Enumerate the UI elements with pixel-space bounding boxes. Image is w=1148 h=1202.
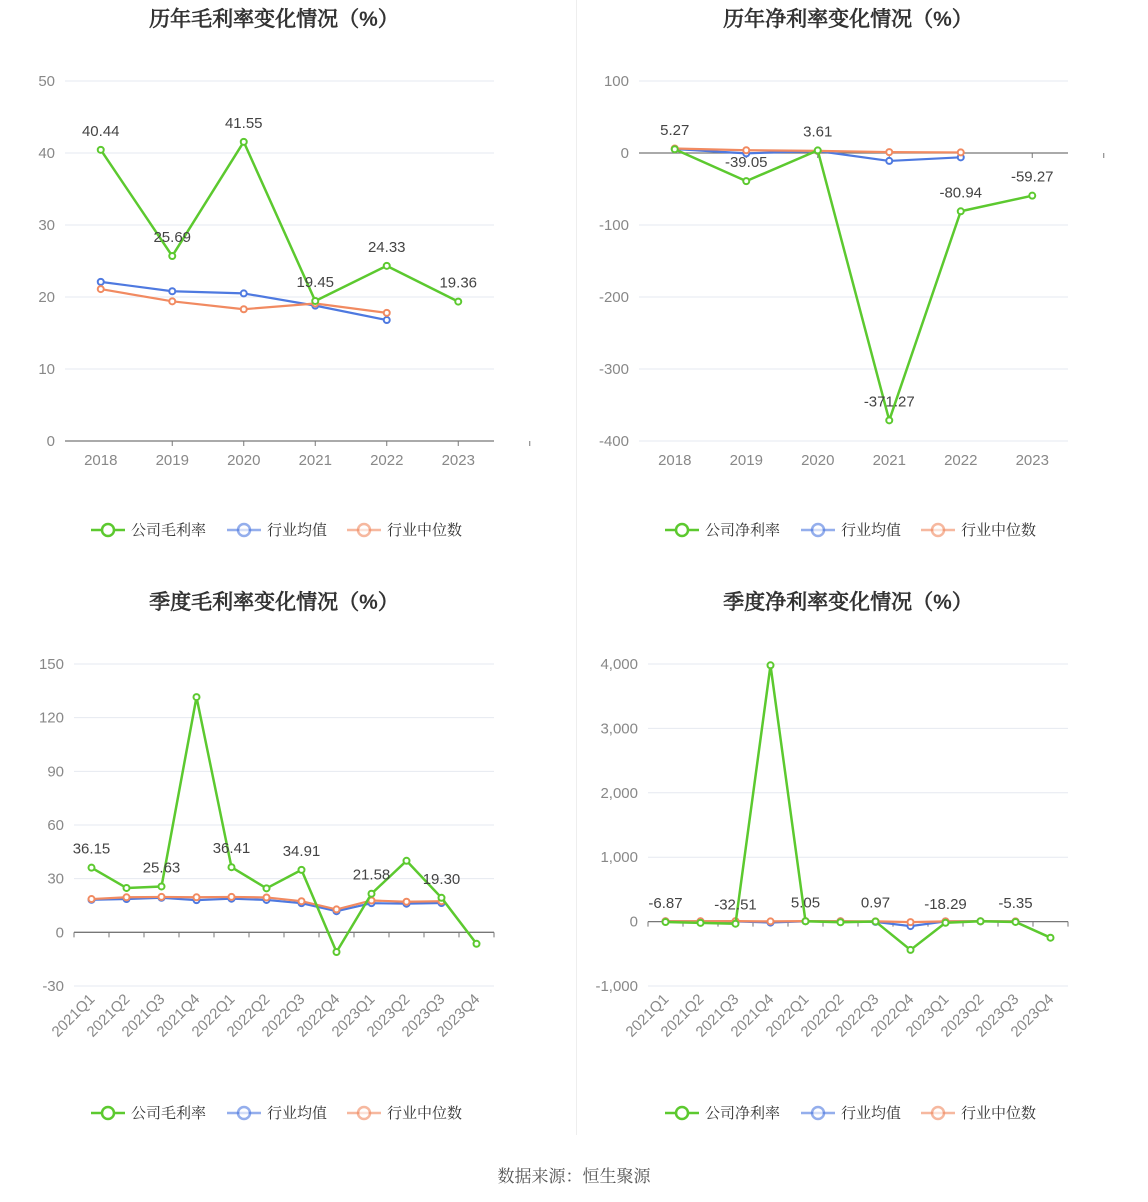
x-tick-label: 2022Q1 <box>188 990 239 1041</box>
y-tick-label: 10 <box>38 361 55 378</box>
data-point-company <box>455 299 461 305</box>
data-point-median <box>241 306 247 312</box>
y-tick-label: -100 <box>598 217 629 234</box>
data-label: 5.05 <box>790 894 821 912</box>
legend-item-median <box>347 1105 462 1122</box>
data-label: -6.87 <box>648 895 683 913</box>
y-tick-label: 100 <box>603 73 629 90</box>
data-point-company <box>768 662 774 668</box>
data-point-median <box>908 919 914 925</box>
legend-marker-icon <box>676 1107 688 1119</box>
y-tick-label: 30 <box>47 870 64 888</box>
data-label: 19.30 <box>422 870 461 888</box>
data-point-median <box>404 899 410 905</box>
data-label: 36.41 <box>212 840 251 858</box>
legend-item-avg <box>227 1104 327 1122</box>
x-tick-label: 2022 <box>944 452 978 469</box>
data-label: 34.91 <box>282 842 321 860</box>
data-label: -39.05 <box>724 154 768 172</box>
x-tick-label: 2022Q4 <box>293 990 344 1041</box>
x-tick-label: 2022Q3 <box>258 990 309 1041</box>
y-tick-label: 2,000 <box>600 784 638 802</box>
legend-label: 行业均值 <box>841 522 902 539</box>
y-tick-label: 120 <box>38 709 64 727</box>
data-label: -80.94 <box>939 184 983 202</box>
legend-marker-icon <box>358 1107 370 1119</box>
y-tick-label: 90 <box>47 763 64 781</box>
chart-panel-quarterly-gross <box>0 583 574 1166</box>
data-point-company <box>369 891 375 897</box>
data-point-company <box>803 918 809 924</box>
data-point-company <box>733 921 739 927</box>
x-tick-label: 2018 <box>658 452 692 469</box>
data-point-company <box>404 858 410 864</box>
legend-marker-icon <box>932 524 944 536</box>
y-tick-label: 3,000 <box>600 720 638 738</box>
legend-label: 行业中位数 <box>961 1105 1037 1122</box>
legend-marker-icon <box>676 524 688 536</box>
quarterly-gross-chart <box>0 583 574 1166</box>
x-tick-label: 2021Q2 <box>657 990 708 1041</box>
y-tick-label: 40 <box>38 145 55 162</box>
series-line-company <box>101 142 459 302</box>
x-tick-label: 2021Q4 <box>727 990 778 1041</box>
x-tick-label: 2023Q4 <box>1007 990 1058 1041</box>
data-point-company <box>815 147 821 153</box>
data-label: -5.35 <box>998 894 1033 912</box>
data-source-note: 数据来源：恒生聚源 <box>497 1167 651 1186</box>
x-tick-label: 2023Q4 <box>433 990 484 1041</box>
x-tick-label: 2022 <box>370 452 404 469</box>
data-point-median <box>384 310 390 316</box>
legend-item-avg <box>227 521 327 539</box>
data-point-company <box>908 947 914 953</box>
y-tick-label: 0 <box>620 145 629 162</box>
y-tick-label: -200 <box>598 289 629 306</box>
x-tick-label: 2020 <box>227 452 261 469</box>
y-tick-label: 0 <box>46 433 55 450</box>
chart-title: 历年净利率变化情况（%） <box>723 8 973 31</box>
data-point-company <box>1013 919 1019 925</box>
chart-panel-quarterly-net <box>574 583 1148 1166</box>
x-tick-label: 2022Q4 <box>867 990 918 1041</box>
data-label: 5.27 <box>660 122 690 140</box>
data-point-company <box>1048 935 1054 941</box>
legend-item-median <box>347 522 462 539</box>
data-point-median <box>264 894 270 900</box>
y-tick-label: 1,000 <box>600 849 638 867</box>
y-tick-label: -400 <box>598 433 629 450</box>
x-tick-label: 2023 <box>1015 452 1049 469</box>
data-point-company <box>241 139 247 145</box>
x-tick-label: 2021Q4 <box>153 990 204 1041</box>
x-tick-label: 2020 <box>801 452 835 469</box>
data-point-company <box>98 147 104 153</box>
data-point-company <box>299 867 305 873</box>
legend-item-company <box>91 1105 206 1122</box>
legend-item-median <box>921 522 1036 539</box>
x-tick-label: 2018 <box>84 452 118 469</box>
data-label: 25.63 <box>142 859 181 877</box>
legend-item-avg <box>801 1104 901 1122</box>
data-label: -59.27 <box>1010 168 1054 186</box>
chart-title: 历年毛利率变化情况（%） <box>149 8 399 31</box>
annual-gross-chart <box>0 0 574 583</box>
data-point-median <box>89 896 95 902</box>
chart-title: 季度净利率变化情况（%） <box>723 591 973 614</box>
legend-label: 行业均值 <box>267 1105 328 1122</box>
legend-marker-icon <box>238 524 250 536</box>
data-point-avg <box>384 317 390 323</box>
data-label: 21.58 <box>352 866 391 884</box>
chart-title: 季度毛利率变化情况（%） <box>149 591 399 614</box>
data-point-median <box>958 149 964 155</box>
data-point-median <box>743 147 749 153</box>
panel-divider <box>576 0 577 1135</box>
data-point-median <box>768 918 774 924</box>
x-tick-label: 2023Q1 <box>328 990 379 1041</box>
y-tick-label: -300 <box>598 361 629 378</box>
data-point-company <box>194 694 200 700</box>
legend-item-median <box>921 1105 1036 1122</box>
x-tick-label: 2019 <box>729 452 763 469</box>
x-tick-label: 2022Q3 <box>832 990 883 1041</box>
data-point-company <box>663 919 669 925</box>
legend-label: 行业中位数 <box>387 1105 463 1122</box>
data-point-company <box>264 885 270 891</box>
x-tick-label: 2019 <box>155 452 189 469</box>
data-point-median <box>194 894 200 900</box>
legend-item-company <box>665 522 780 539</box>
x-tick-label: 2021 <box>872 452 906 469</box>
data-point-company <box>124 885 130 891</box>
data-point-company <box>958 208 964 214</box>
y-tick-label: -1,000 <box>595 978 638 995</box>
data-label: 24.33 <box>367 238 406 256</box>
x-tick-label: 2023Q2 <box>363 990 414 1041</box>
y-tick-label: -30 <box>42 978 64 995</box>
data-point-median <box>169 298 175 304</box>
y-tick-label: 60 <box>47 817 64 834</box>
chart-panel-annual-gross <box>0 0 574 583</box>
data-point-company <box>334 949 340 955</box>
data-label: -32.51 <box>714 896 757 914</box>
data-point-median <box>334 906 340 912</box>
legend-item-avg <box>801 521 901 539</box>
data-label: 41.55 <box>224 114 263 132</box>
data-label: 36.15 <box>72 840 111 858</box>
legend-marker-icon <box>932 1107 944 1119</box>
legend-marker-icon <box>238 1107 250 1119</box>
legend-marker-icon <box>358 524 370 536</box>
data-label: 0.97 <box>860 894 891 912</box>
data-point-company <box>169 253 175 259</box>
data-point-company <box>474 941 480 947</box>
data-label: 19.45 <box>296 273 335 291</box>
legend-item-company <box>665 1105 780 1122</box>
data-point-company <box>1029 193 1035 199</box>
data-point-company <box>672 146 678 152</box>
data-point-avg <box>98 279 104 285</box>
data-point-avg <box>241 290 247 296</box>
data-point-median <box>124 894 130 900</box>
data-point-avg <box>886 158 892 164</box>
data-point-company <box>229 864 235 870</box>
x-tick-label: 2022Q1 <box>762 990 813 1041</box>
data-point-median <box>159 894 165 900</box>
data-point-median <box>98 286 104 292</box>
legend-marker-icon <box>102 524 114 536</box>
x-tick-label: 2023Q3 <box>398 990 449 1041</box>
y-tick-label: 50 <box>38 73 55 90</box>
data-label: 40.44 <box>81 122 120 140</box>
legend-marker-icon <box>812 524 824 536</box>
data-point-company <box>698 920 704 926</box>
x-tick-label: 2023Q2 <box>937 990 988 1041</box>
x-tick-label: 2021Q3 <box>118 990 169 1041</box>
x-tick-label: 2022Q2 <box>223 990 274 1041</box>
data-label: 19.36 <box>439 274 478 292</box>
data-point-company <box>978 918 984 924</box>
data-point-median <box>886 149 892 155</box>
data-point-company <box>312 298 318 304</box>
data-point-median <box>229 894 235 900</box>
legend-label: 公司净利率 <box>705 522 781 539</box>
chart-panel-annual-net <box>574 0 1148 583</box>
data-point-company <box>838 919 844 925</box>
data-label: 3.61 <box>803 123 833 141</box>
y-tick-label: 150 <box>38 656 64 673</box>
data-point-company <box>89 865 95 871</box>
legend-label: 行业中位数 <box>961 522 1037 539</box>
data-point-company <box>743 178 749 184</box>
data-point-company <box>439 895 445 901</box>
legend-label: 行业中位数 <box>387 522 463 539</box>
legend-item-company <box>91 522 206 539</box>
data-point-company <box>886 417 892 423</box>
y-tick-label: 0 <box>55 924 64 942</box>
data-point-company <box>159 883 165 889</box>
x-tick-label: 2021Q2 <box>83 990 134 1041</box>
legend-label: 公司毛利率 <box>131 522 207 539</box>
data-point-company <box>943 920 949 926</box>
legend-label: 公司毛利率 <box>131 1105 207 1122</box>
x-tick-label: 2021Q3 <box>692 990 743 1041</box>
x-tick-label: 2021 <box>298 452 332 469</box>
data-label: -18.29 <box>924 895 967 913</box>
data-label: 25.69 <box>153 229 192 247</box>
y-tick-label: 4,000 <box>600 656 638 673</box>
legend-label: 行业均值 <box>267 522 328 539</box>
x-tick-label: 2023Q3 <box>972 990 1023 1041</box>
x-tick-label: 2022Q2 <box>797 990 848 1041</box>
legend-label: 公司净利率 <box>705 1105 781 1122</box>
data-point-company <box>873 919 879 925</box>
x-tick-label: 2023Q1 <box>902 990 953 1041</box>
quarterly-net-chart <box>574 583 1148 1166</box>
legend-marker-icon <box>102 1107 114 1119</box>
y-tick-label: 20 <box>38 289 55 306</box>
data-point-company <box>384 263 390 269</box>
x-tick-label: 2023 <box>441 452 475 469</box>
x-tick-label: 2021Q1 <box>48 990 99 1041</box>
annual-net-chart <box>574 0 1148 583</box>
legend-marker-icon <box>812 1107 824 1119</box>
data-point-avg <box>169 288 175 294</box>
data-point-median <box>299 898 305 904</box>
y-tick-label: 30 <box>38 217 55 234</box>
data-label: -371.27 <box>863 393 915 411</box>
legend-label: 行业均值 <box>841 1105 902 1122</box>
y-tick-label: 0 <box>629 913 638 931</box>
x-tick-label: 2021Q1 <box>622 990 673 1041</box>
